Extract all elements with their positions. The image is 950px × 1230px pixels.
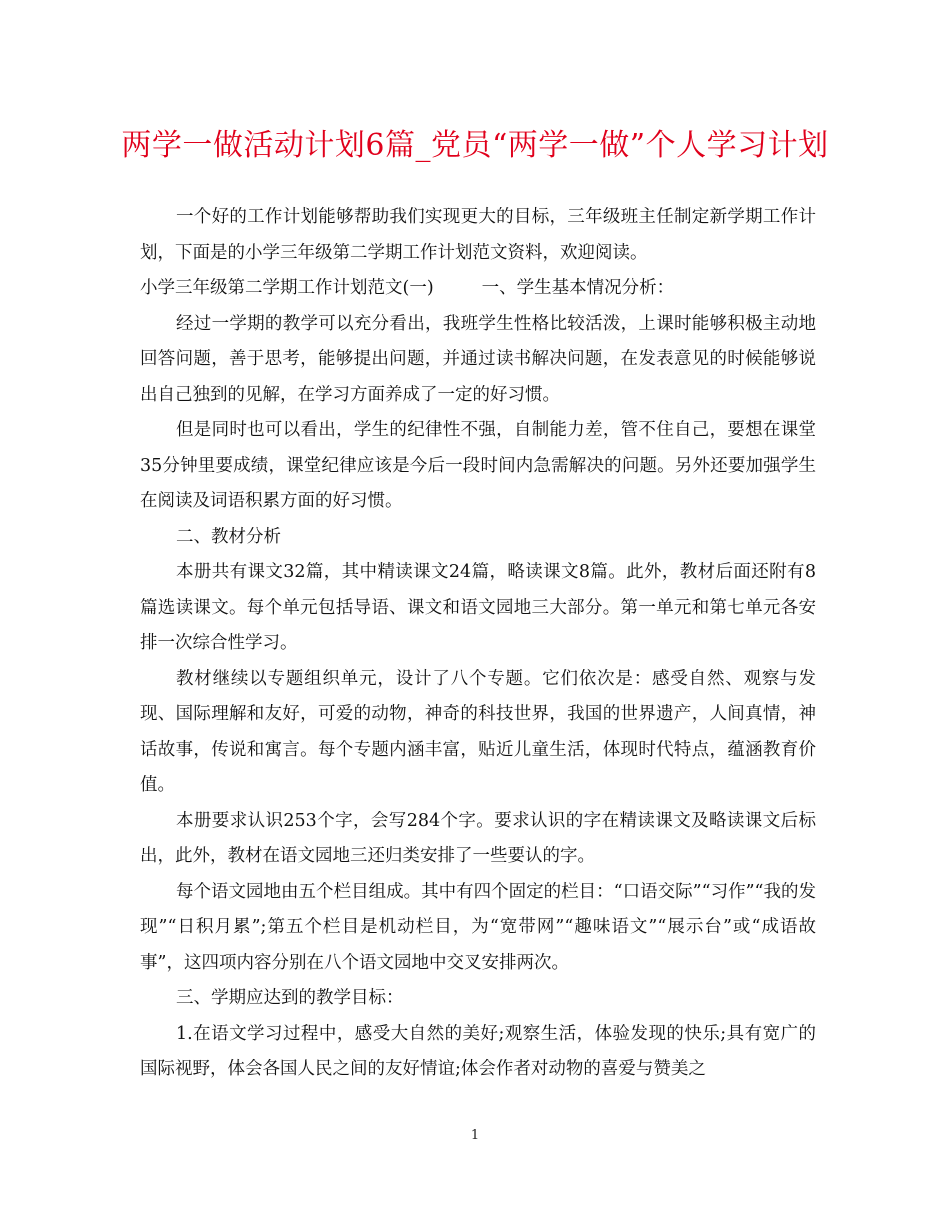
document-body	[140, 200, 816, 1088]
paragraph-7: 1.在语文学习过程中，感受大自然的美好;观察生活，体验发现的快乐;具有宽广的国际视野，体会各国人民之间的友好情谊;体会作者对动物的喜爱与赞美之	[140, 1023, 816, 1079]
paragraph-5: 本册要求认识253个字，会写284个字。要求认识的字在精读课文及略读课文后标出，此外，教材在语文园地三还归类安排了一些要认的字。	[140, 810, 816, 866]
sample-heading-line	[140, 271, 816, 307]
paragraph-3: 本册共有课文32篇，其中精读课文24篇，略读课文8篇。此外，教材后面还附有8篇选读课文。每个单元包括导语、课文和语文园地三大部分。第一单元和第七单元各安排一次综合性学习。	[140, 562, 816, 653]
paragraph-1: 经过一学期的教学可以充分看出，我班学生性格比较活泼，上课时能够积极主动地回答问题，善于思考，能够提出问题，并通过读书解决问题，在发表意见的时候能够说出自己独到的见解，在学习方面养成了一定的好习惯。	[140, 313, 816, 405]
document-title: 两学一做活动计划6篇_党员“两学一做”个人学习计划	[121, 128, 829, 163]
section1-heading: 一、学生基本情况分析：	[481, 278, 675, 298]
paragraph-6: 每个语文园地由五个栏目组成。其中有四个固定的栏目：“口语交际”“习作”“我的发现”“日积月累”;第五个栏目是机动栏目，为“宽带网”“趣味语文”“展示台”或“成语故事”，这四项内容分别在八个语文园地中交叉安排两次。	[140, 881, 816, 973]
sample-heading: 小学三年级第二学期工作计划范文(一)	[140, 278, 434, 298]
page-number: 1	[470, 1128, 480, 1143]
paragraph-2: 但是同时也可以看出，学生的纪律性不强，自制能力差，管不住自己，要想在课堂35分钟里要成绩，课堂纪律应该是今后一段时间内急需解决的问题。另外还要加强学生在阅读及词语积累方面的好习惯。	[140, 420, 816, 511]
intro-paragraph: 一个好的工作计划能够帮助我们实现更大的目标，三年级班主任制定新学期工作计划，下面是的小学三年级第二学期工作计划范文资料，欢迎阅读。	[140, 207, 816, 263]
paragraph-4: 教材继续以专题组织单元，设计了八个专题。它们依次是：感受自然、观察与发现、国际理解和友好，可爱的动物，神奇的科技世界，我国的世界遗产，人间真情，神话故事，传说和寓言。每个专题内涵丰富，贴近儿童生活，体现时代特点，蕴涵教育价值。	[140, 668, 816, 795]
section2-heading: 二、教材分析	[176, 526, 281, 547]
section3-heading: 三、学期应达到的教学目标：	[176, 988, 404, 1008]
